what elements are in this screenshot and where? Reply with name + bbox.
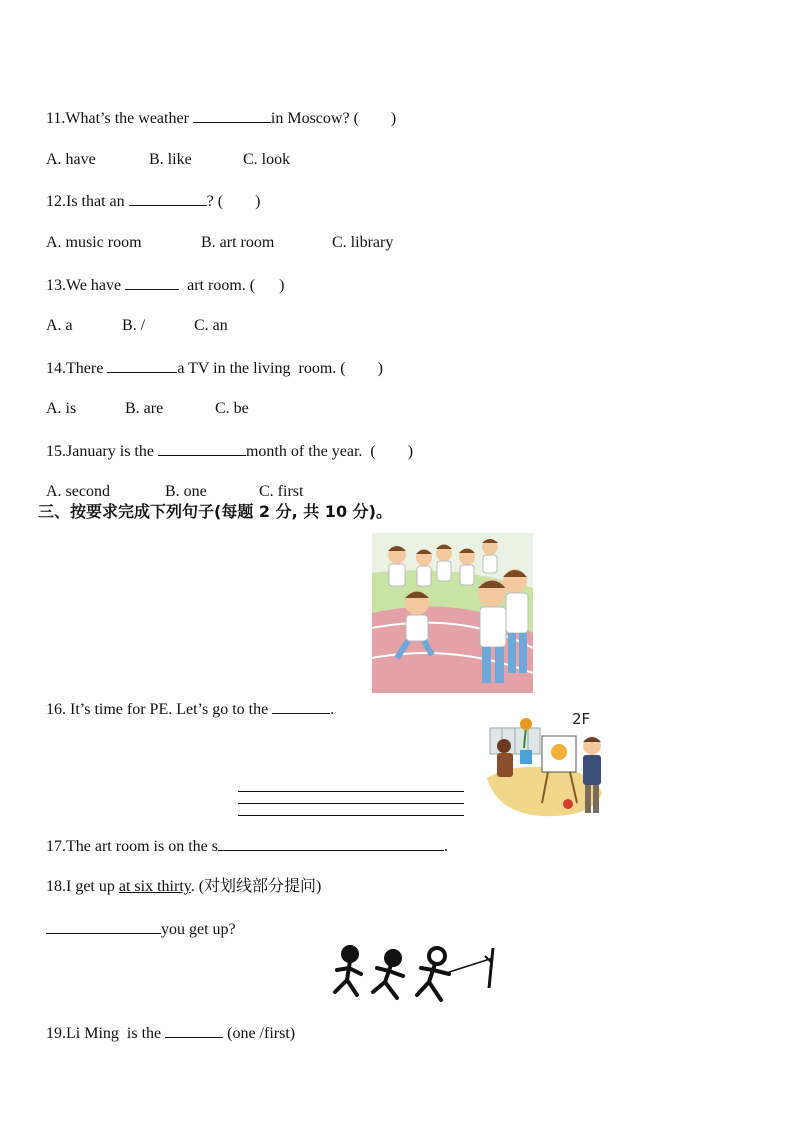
q15-text: 15.January is the: [46, 443, 158, 460]
q11-option-a[interactable]: A. have: [46, 151, 96, 168]
q15-option-b[interactable]: B. one: [165, 483, 207, 500]
q11-options: [38, 130, 290, 170]
q18-text: 18.I get up: [46, 878, 119, 895]
q19-blank[interactable]: [165, 1023, 223, 1038]
q18-answer-text: you get up?: [161, 921, 236, 938]
q11-option-b[interactable]: B. like: [149, 151, 192, 168]
floor-label: 2F: [572, 710, 591, 728]
q17-answer-line-1[interactable]: [238, 791, 464, 792]
question-14: [38, 338, 383, 379]
q13-blank[interactable]: [125, 275, 179, 290]
q12-option-a[interactable]: A. music room: [46, 234, 142, 251]
question-18: [38, 857, 321, 897]
q11-suffix: in Moscow? ( ): [270, 110, 397, 127]
q15-blank[interactable]: [158, 441, 246, 456]
q15-option-a[interactable]: A. second: [46, 483, 110, 500]
q19-text: 19.Li Ming is the: [46, 1025, 166, 1042]
q17-text: 17.The art room is on the s: [46, 838, 218, 855]
q14-option-c[interactable]: C. be: [215, 400, 249, 417]
q13-suffix: art room. ( ): [179, 277, 285, 294]
q15-option-c[interactable]: C. first: [259, 483, 304, 500]
q16-text: 16. It’s time for PE. Let’s go to the: [46, 701, 273, 718]
question-12: [38, 171, 260, 212]
q18-blank[interactable]: [46, 919, 161, 934]
question-16: [38, 679, 334, 720]
q14-text: 14.There: [46, 360, 108, 377]
q14-suffix: a TV in the living room. ( ): [177, 360, 383, 377]
art-room-picture: [482, 708, 610, 828]
q17-answer-line-2[interactable]: [238, 803, 464, 804]
q17-blank[interactable]: [218, 836, 444, 851]
q18-underlined-phrase: at six thirty: [118, 878, 191, 895]
q12-text: 12.Is that an: [46, 193, 129, 210]
q12-option-b[interactable]: B. art room: [201, 234, 275, 251]
question-19: [38, 1003, 295, 1044]
q18-instruction: . (对划线部分提问): [190, 878, 322, 895]
q18-answer: [38, 899, 236, 940]
q11-text: 11.What’s the weather: [46, 110, 193, 127]
q12-suffix: ? ( ): [206, 193, 261, 210]
question-11: [38, 88, 396, 129]
q14-option-b[interactable]: B. are: [125, 400, 164, 417]
q19-hint: (one /first): [223, 1025, 296, 1042]
q15-suffix: month of the year. ( ): [245, 443, 414, 460]
q11-option-c[interactable]: C. look: [243, 151, 291, 168]
q12-option-c[interactable]: C. library: [332, 234, 394, 251]
question-13: [38, 255, 284, 296]
q17-end: .: [443, 838, 448, 855]
q14-blank[interactable]: [107, 358, 177, 373]
q11-blank[interactable]: [193, 108, 271, 123]
section-3-heading: 三、按要求完成下列句子(每题 2 分, 共 10 分)。: [38, 502, 392, 521]
q14-options: [38, 379, 249, 419]
q16-end: .: [330, 701, 335, 718]
q13-option-b[interactable]: B. /: [122, 317, 146, 334]
question-17: [38, 816, 448, 857]
q15-options: [38, 462, 303, 502]
q12-options: [38, 213, 393, 253]
race-picture: [325, 940, 500, 1015]
q13-option-a[interactable]: A. a: [46, 317, 73, 334]
q12-blank[interactable]: [129, 191, 207, 206]
q16-blank[interactable]: [272, 699, 330, 714]
q13-text: 13.We have: [46, 277, 126, 294]
q13-option-c[interactable]: C. an: [194, 317, 228, 334]
q13-options: [38, 296, 228, 336]
pe-playground-picture: [372, 533, 533, 693]
q14-option-a[interactable]: A. is: [46, 400, 77, 417]
question-15: [38, 421, 413, 462]
